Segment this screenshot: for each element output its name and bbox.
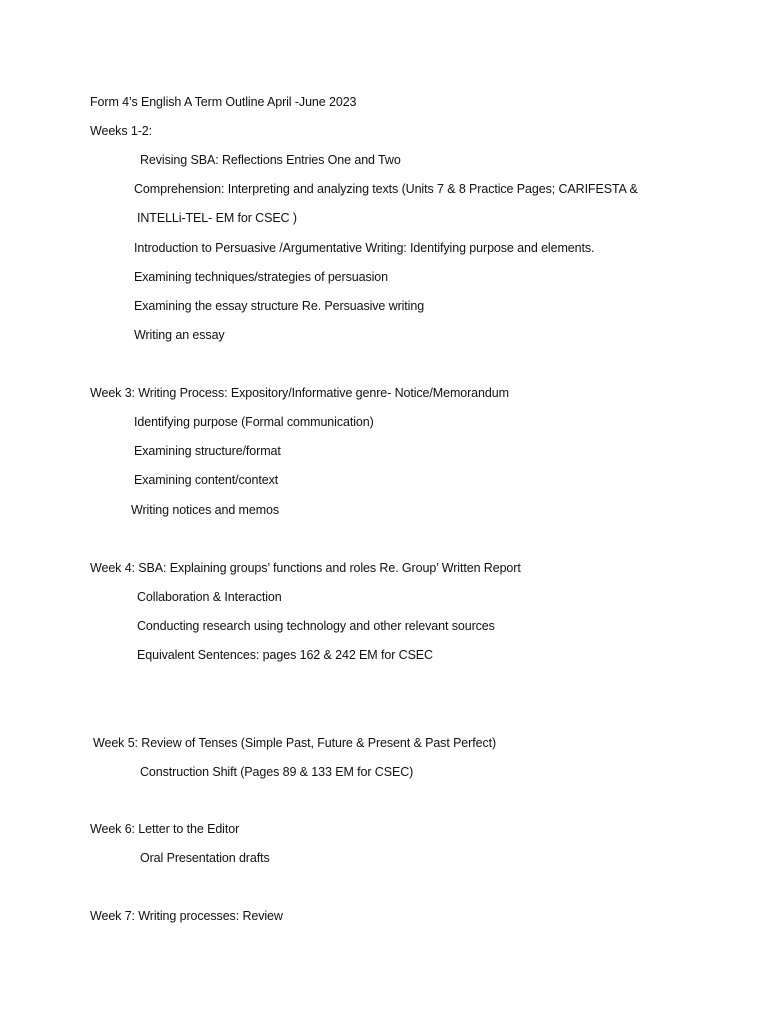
- weeks-1-2-item: Revising SBA: Reflections Entries One and Two: [140, 153, 401, 167]
- week-3-item: Examining content/context: [134, 473, 279, 487]
- week-5-heading: Week 5: Review of Tenses (Simple Past, Future & Present & Past Perfect): [93, 736, 497, 750]
- weeks-1-2-item: Comprehension: Interpreting and analyzing texts (Units 7 & 8 Practice Pages; CARIFESTA &: [134, 182, 638, 196]
- weeks-1-2-item: Introduction to Persuasive /Argumentative Writing: Identifying purpose and elements.: [134, 241, 595, 255]
- weeks-1-2-item: Writing an essay: [134, 328, 225, 342]
- week-6-item: Oral Presentation drafts: [140, 851, 270, 865]
- week-3-item: Examining structure/format: [134, 444, 281, 458]
- weeks-1-2-item: Examining the essay structure Re. Persuasive writing: [134, 299, 425, 313]
- week-5-item: Construction Shift (Pages 89 & 133 EM for CSEC): [140, 765, 414, 779]
- week-3-item: Writing notices and memos: [131, 503, 280, 517]
- weeks-1-2-heading: Weeks 1-2:: [90, 124, 152, 138]
- week-3-heading: Week 3: Writing Process: Expository/Informative genre- Notice/Memorandum: [90, 386, 509, 400]
- week-4-heading: Week 4: SBA: Explaining groups’ functions and roles Re. Group’ Written Report: [90, 561, 521, 575]
- weeks-1-2-item: INTELLi-TEL- EM for CSEC ): [137, 211, 297, 225]
- week-4-item: Collaboration & Interaction: [137, 590, 282, 604]
- week-4-item: Conducting research using technology and other relevant sources: [137, 619, 495, 633]
- weeks-1-2-item: Examining techniques/strategies of persuasion: [134, 270, 388, 284]
- week-7-heading: Week 7: Writing processes: Review: [90, 909, 283, 923]
- week-4-item: Equivalent Sentences: pages 162 & 242 EM for CSEC: [137, 648, 433, 662]
- week-6-heading: Week 6: Letter to the Editor: [90, 822, 240, 836]
- document-title: Form 4’s English A Term Outline April -June 2023: [90, 95, 357, 109]
- week-3-item: Identifying purpose (Formal communication): [134, 415, 374, 429]
